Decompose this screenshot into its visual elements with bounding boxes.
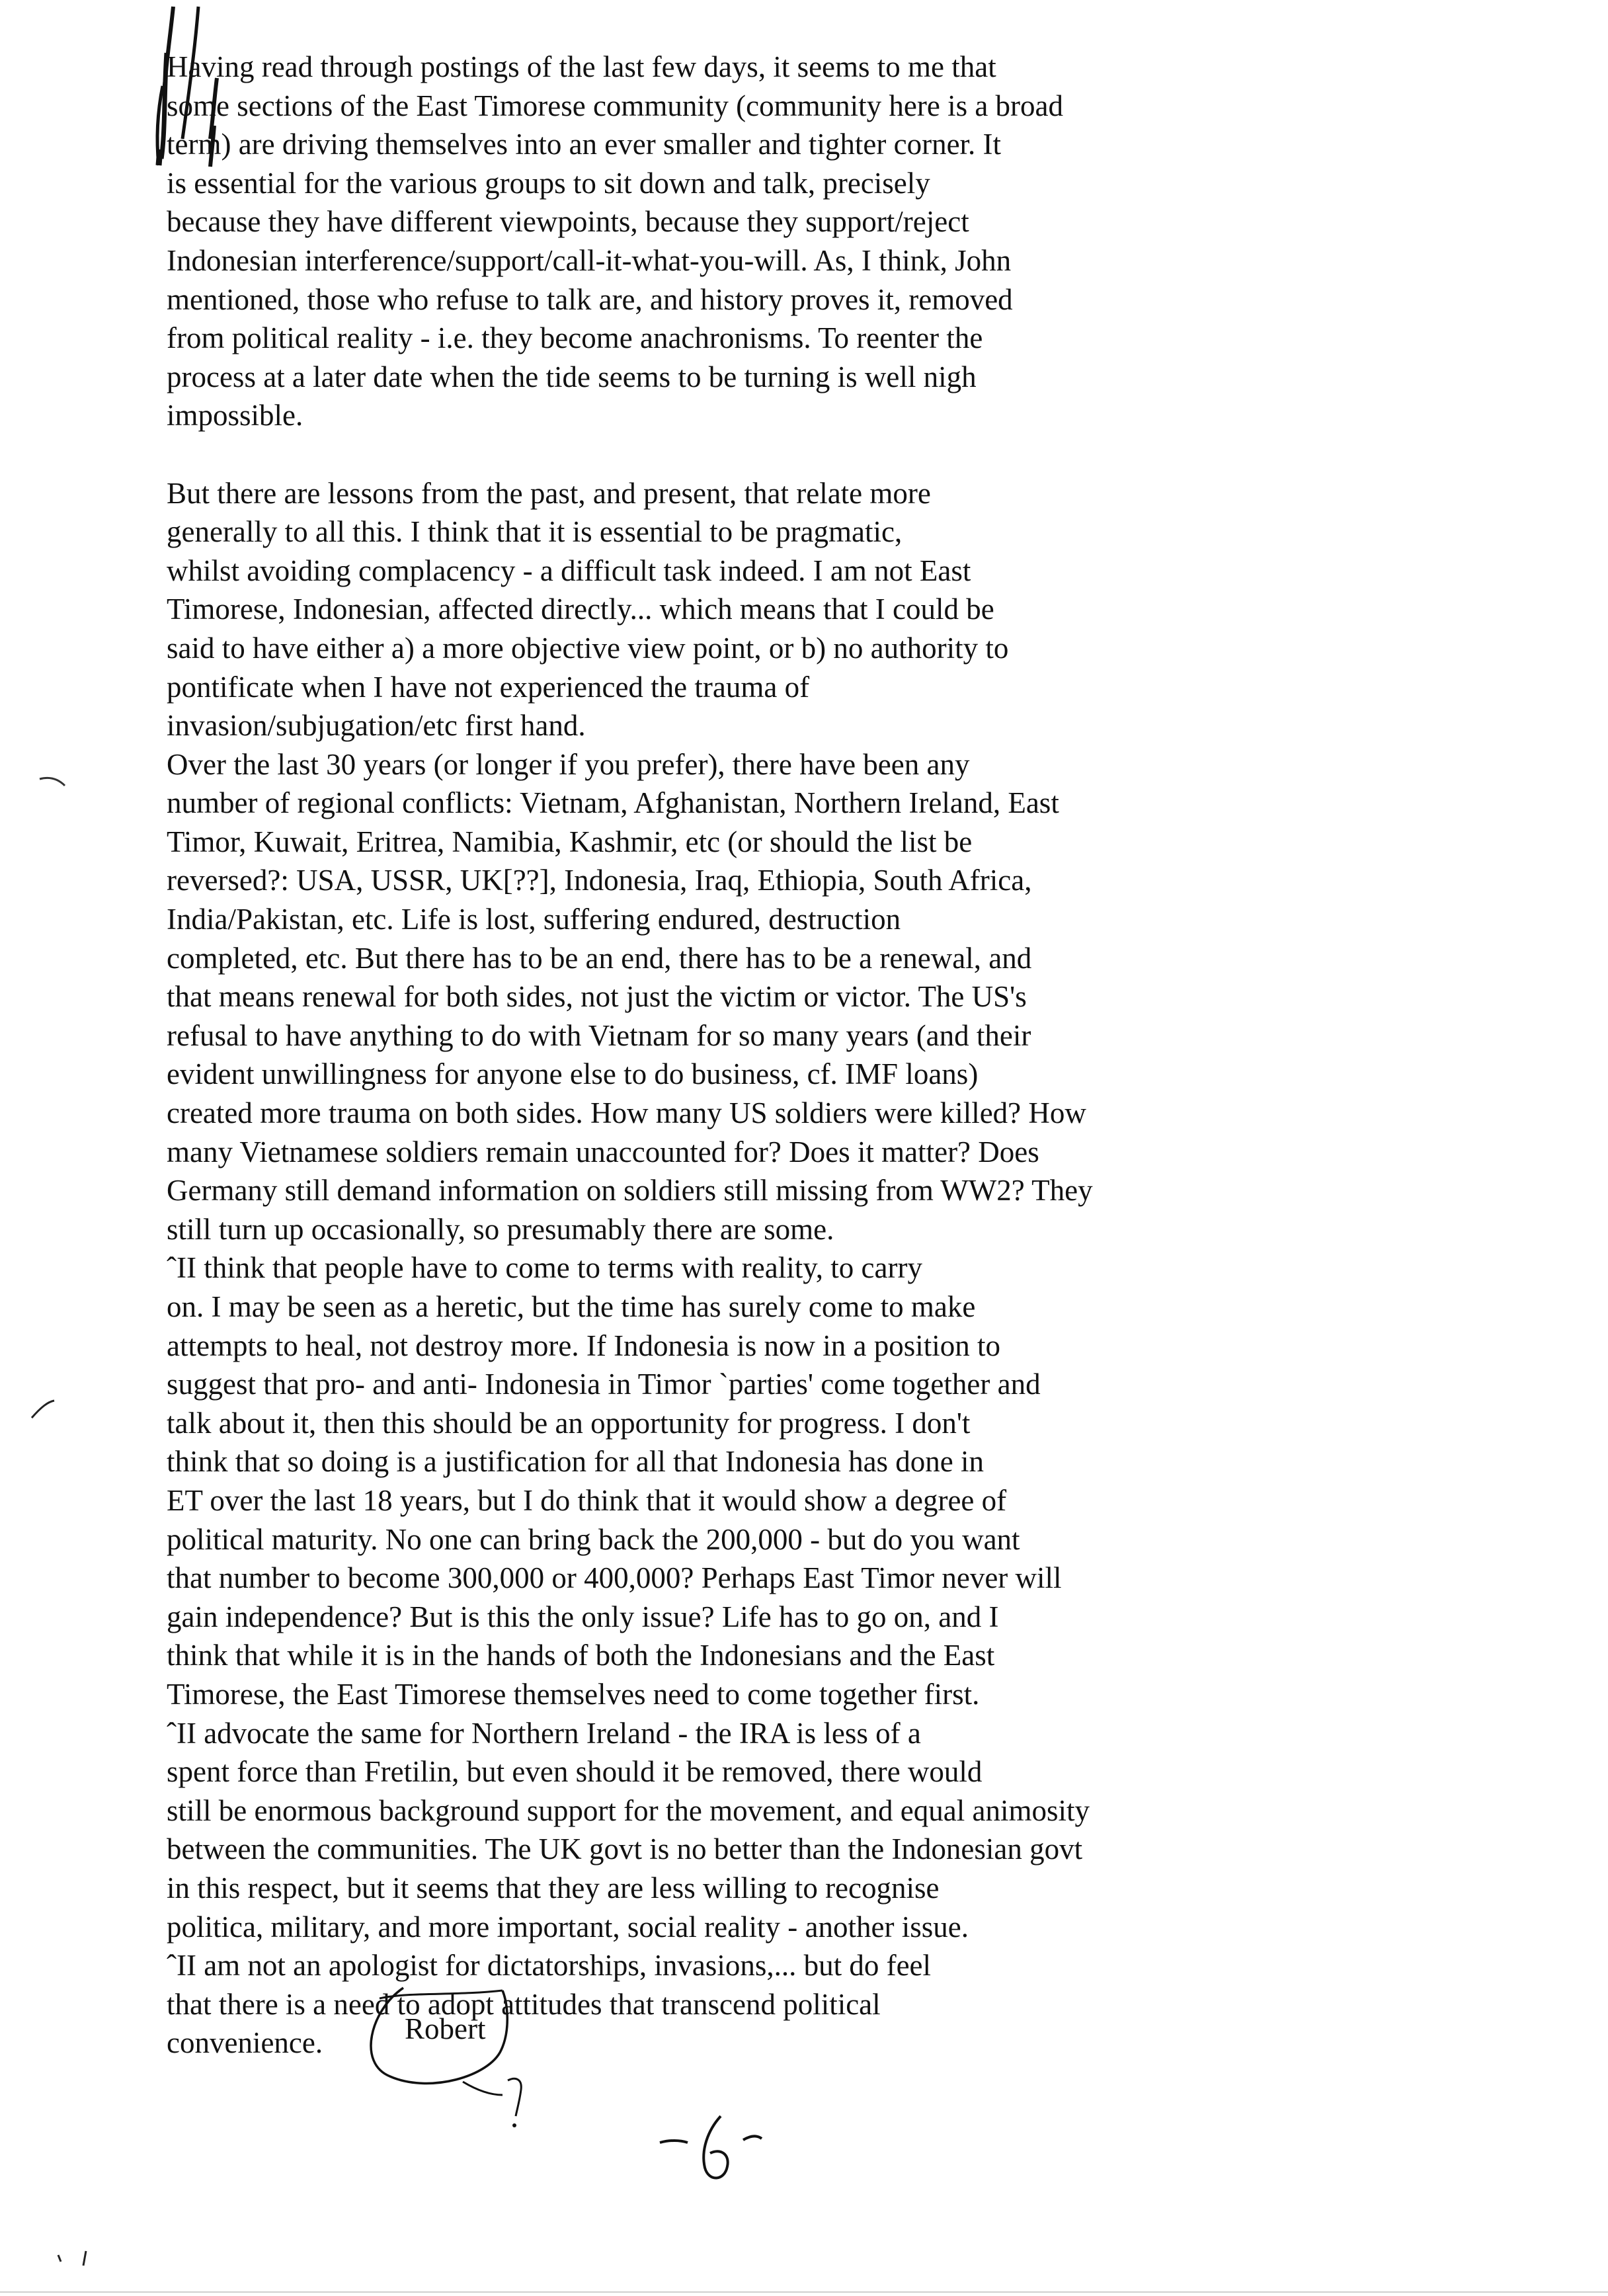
margin-mark-stroke xyxy=(161,53,167,159)
text-line: said to have either a) a more objective view point, or b) no authority to xyxy=(167,631,1009,665)
text-line: ET over the last 18 years, but I do think that it would show a degree of xyxy=(167,1483,1007,1517)
text-line: still be enormous background support for the movement, and equal animosity xyxy=(167,1793,1090,1827)
signature-dot xyxy=(512,2123,516,2127)
text-line: invasion/subjugation/etc first hand. xyxy=(167,709,586,743)
text-line: from political reality - i.e. they become anachronisms. To reenter the xyxy=(167,321,983,355)
text-line: because they have different viewpoints, because they support/reject xyxy=(167,205,969,239)
text-line: that there is a need to adopt attitudes that transcend political xyxy=(167,1987,881,2021)
text-line: evident unwillingness for anyone else to do business, cf. IMF loans) xyxy=(167,1057,979,1091)
text-line: suggest that pro- and anti- Indonesia in Timor `parties' come together and xyxy=(167,1368,1041,1401)
text-line: mentioned, those who refuse to talk are, and history proves it, removed xyxy=(167,282,1013,316)
text-line: on. I may be seen as a heretic, but the time has surely come to make xyxy=(167,1290,976,1323)
text-line: ˆII am not an apologist for dictatorships, invasions,... but do feel xyxy=(167,1949,932,1983)
text-line: process at a later date when the tide seems to be turning is well nigh xyxy=(167,360,977,393)
text-line: term) are driving themselves into an ever smaller and tighter corner. It xyxy=(167,128,1002,161)
text-line: is essential for the various groups to sit down and talk, precisely xyxy=(167,166,930,200)
text-line: political maturity. No one can bring back the 200,000 - but do you want xyxy=(167,1522,1020,1556)
text-line: Timorese, the East Timorese themselves need to come together first. xyxy=(167,1677,980,1711)
text-line: generally to all this. I think that it is essential to be pragmatic, xyxy=(167,515,903,549)
text-line: spent force than Fretilin, but even should it be removed, there would xyxy=(167,1755,983,1789)
page-number-dash xyxy=(743,2136,762,2140)
paragraph-1 xyxy=(167,48,1258,435)
page-number-six xyxy=(704,2116,727,2178)
text-line: think that so doing is a justification for all that Indonesia has done in xyxy=(167,1445,985,1479)
text-line: convenience. xyxy=(167,2026,323,2060)
margin-mark-stroke xyxy=(157,86,163,165)
signature-tail xyxy=(508,2078,521,2116)
text-line: think that while it is in the hands of both the Indonesians and the East xyxy=(167,1639,995,1672)
text-line: some sections of the East Timorese community (community here is a broad xyxy=(167,89,1064,122)
text-line: impossible. xyxy=(167,399,303,432)
signature: Robert xyxy=(405,2012,486,2045)
text-line: whilst avoiding complacency - a difficult task indeed. I am not East xyxy=(167,554,971,587)
text-line: Indonesian interference/support/call-it-what-you-will. As, I think, John xyxy=(167,243,1012,277)
signature-tail xyxy=(463,2082,502,2095)
text-line: But there are lessons from the past, and present, that relate more xyxy=(167,476,931,510)
text-line: number of regional conflicts: Vietnam, Afghanistan, Northern Ireland, East xyxy=(167,786,1059,820)
text-line: many Vietnamese soldiers remain unaccounted for? Does it matter? Does xyxy=(167,1135,1039,1168)
text-line: ˆII advocate the same for Northern Ireland - the IRA is less of a xyxy=(167,1716,921,1750)
text-line: politica, military, and more important, social reality - another issue. xyxy=(167,1910,969,1944)
text-line: Over the last 30 years (or longer if you prefer), there have been any xyxy=(167,747,970,781)
text-line: still turn up occasionally, so presumably there are some. xyxy=(167,1212,834,1246)
text-line: that means renewal for both sides, not just the victim or victor. The US's xyxy=(167,980,1027,1014)
text-line: gain independence? But is this the only issue? Life has to go on, and I xyxy=(167,1600,999,1633)
text-line: reversed?: USA, USSR, UK[??], Indonesia, Iraq, Ethiopia, South Africa, xyxy=(167,864,1032,897)
text-line: completed, etc. But there has to be an end, there has to be a renewal, and xyxy=(167,941,1032,975)
margin-dash xyxy=(32,1401,54,1418)
paragraph-2 xyxy=(167,474,1258,2063)
text-line: attempts to heal, not destroy more. If Indonesia is now in a position to xyxy=(167,1329,1001,1362)
margin-dash xyxy=(83,2251,86,2266)
page-number-dash xyxy=(660,2141,688,2143)
text-line: Having read through postings of the last few days, it seems to me that xyxy=(167,50,996,83)
text-line: created more trauma on both sides. How many US soldiers were killed? How xyxy=(167,1096,1086,1130)
margin-dash xyxy=(40,778,65,786)
text-line: Timor, Kuwait, Eritrea, Namibia, Kashmir, etc (or should the list be xyxy=(167,825,973,858)
margin-mark-stroke xyxy=(159,149,160,165)
letter-body xyxy=(167,48,1258,2063)
text-line: that number to become 300,000 or 400,000? Perhaps East Timor never will xyxy=(167,1561,1062,1595)
margin-dash xyxy=(58,2255,61,2262)
text-line: India/Pakistan, etc. Life is lost, suffering endured, destruction xyxy=(167,903,901,936)
text-line: Germany still demand information on soldiers still missing from WW2? They xyxy=(167,1174,1093,1208)
text-line: refusal to have anything to do with Vietnam for so many years (and their xyxy=(167,1018,1031,1052)
text-line: talk about it, then this should be an opportunity for progress. I don't xyxy=(167,1406,971,1440)
text-line: in this respect, but it seems that they are less willing to recognise xyxy=(167,1871,940,1905)
text-line: between the communities. The UK govt is no better than the Indonesian govt xyxy=(167,1832,1083,1866)
text-line: Timorese, Indonesian, affected directly... which means that I could be xyxy=(167,593,994,626)
text-line: ˆII think that people have to come to terms with reality, to carry xyxy=(167,1251,922,1285)
text-line: pontificate when I have not experienced the trauma of xyxy=(167,670,810,704)
paragraph-gap xyxy=(167,435,1258,474)
